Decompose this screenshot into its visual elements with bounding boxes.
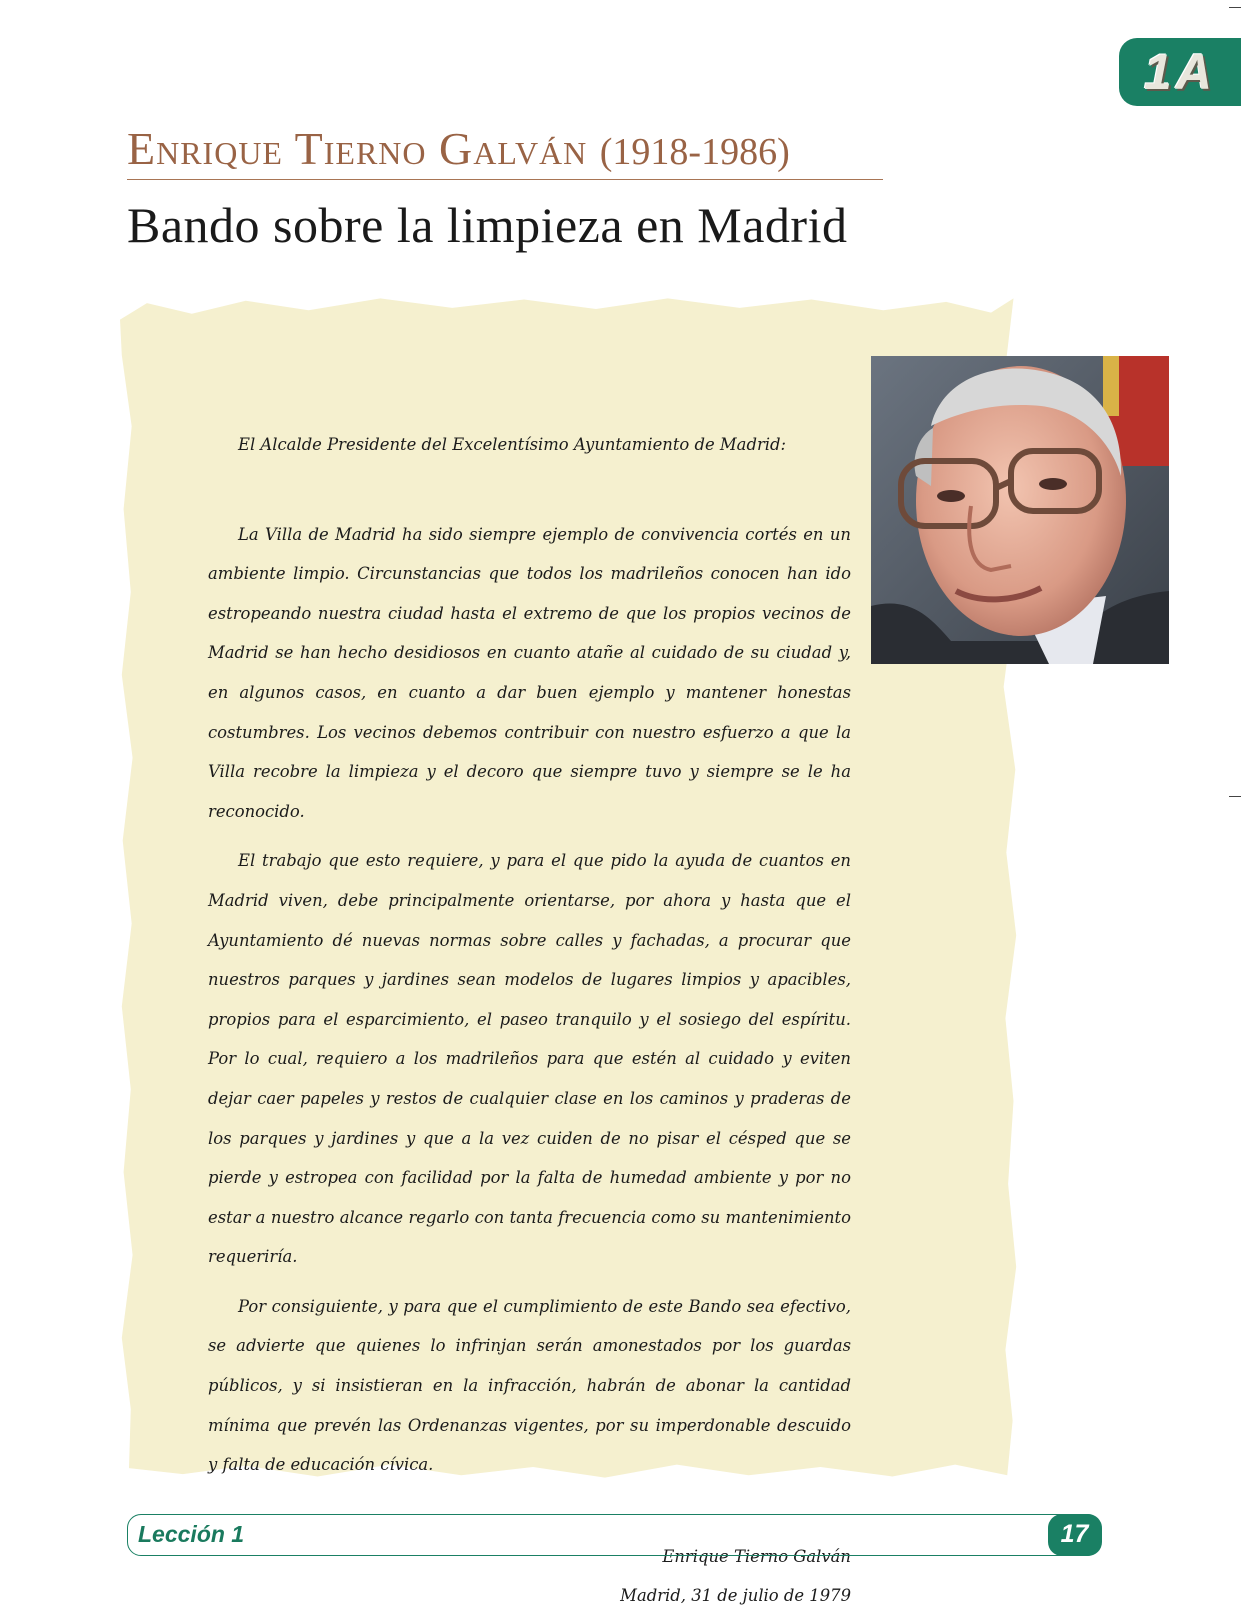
- section-tab: [1119, 38, 1241, 106]
- author-heading: [127, 122, 883, 180]
- section-tab-label: 1A: [1144, 44, 1216, 100]
- signature-place-date: Madrid, 31 de julio de 1979: [620, 1586, 851, 1606]
- page-footer: [127, 1514, 1101, 1556]
- lesson-label: Lección 1: [138, 1521, 245, 1547]
- letter-salutation: El Alcalde Presidente del Excelentísimo Ayuntamiento de Madrid:: [238, 435, 787, 454]
- letter-body: [208, 425, 851, 1616]
- author-portrait: [871, 356, 1169, 664]
- letter-paragraph-1: La Villa de Madrid ha sido siempre ejemplo de convivencia cortés en un ambiente limpio. Circunstancias que todos los madrileños conocen han ido estropeando nuestra ciudad hasta el extremo de que los propios vecinos de Madrid se han hecho desidiosos en cuanto atañe al cuidado de su ciudad y, en algunos casos, en cuanto a dar buen ejemplo y mantener honestas costumbres. Los vecinos debemos contribuir con nuestro esfuerzo a que la Villa recobre la limpieza y el decoro que siempre tuvo y siempre se le ha reconocido.: [208, 524, 851, 821]
- letter-paragraph-3: Por consiguiente, y para que el cumplimiento de este Bando sea efectivo, se advierte que quienes lo infrinjan serán amonestados por los guardas públicos, y si insistieran en la infracción, habrán de abonar la cantidad mínima que prevén las Ordenanzas vigentes, por su imperdonable descuido y falta de educación cívica.: [208, 1296, 851, 1475]
- author-name: Enrique Tierno Galván: [127, 123, 588, 174]
- document-title: Bando sobre la limpieza en Madrid: [127, 197, 848, 253]
- crop-mark-middle: [1229, 796, 1241, 797]
- letter-paragraph-2: El trabajo que esto requiere, y para el que pido la ayuda de cuantos en Madrid viven, debe principalmente orientarse, por ahora y hasta que el Ayuntamiento dé nuevas normas sobre calles y fachadas, a procurar que nuestros parques y jardines sean modelos de lugares limpios y apacibles, propios para el esparcimiento, el paseo tranquilo y el sosiego del espíritu. Por lo cual, requiero a los madrileños para que estén al cuidado y eviten dejar caer papeles y restos de cualquier clase en los caminos y praderas de los parques y jardines y que a la vez cuiden de no pisar el césped que se pierde y estropea con facilidad por la falta de humedad ambiente y por no estar a nuestro alcance regarlo con tanta frecuencia como su mantenimiento requeriría.: [208, 851, 851, 1267]
- author-years: (1918-1986): [599, 131, 790, 173]
- crop-mark-top: [1229, 7, 1241, 8]
- page-number: 17: [1048, 1514, 1102, 1556]
- signature-name: Enrique Tierno Galván: [662, 1546, 851, 1566]
